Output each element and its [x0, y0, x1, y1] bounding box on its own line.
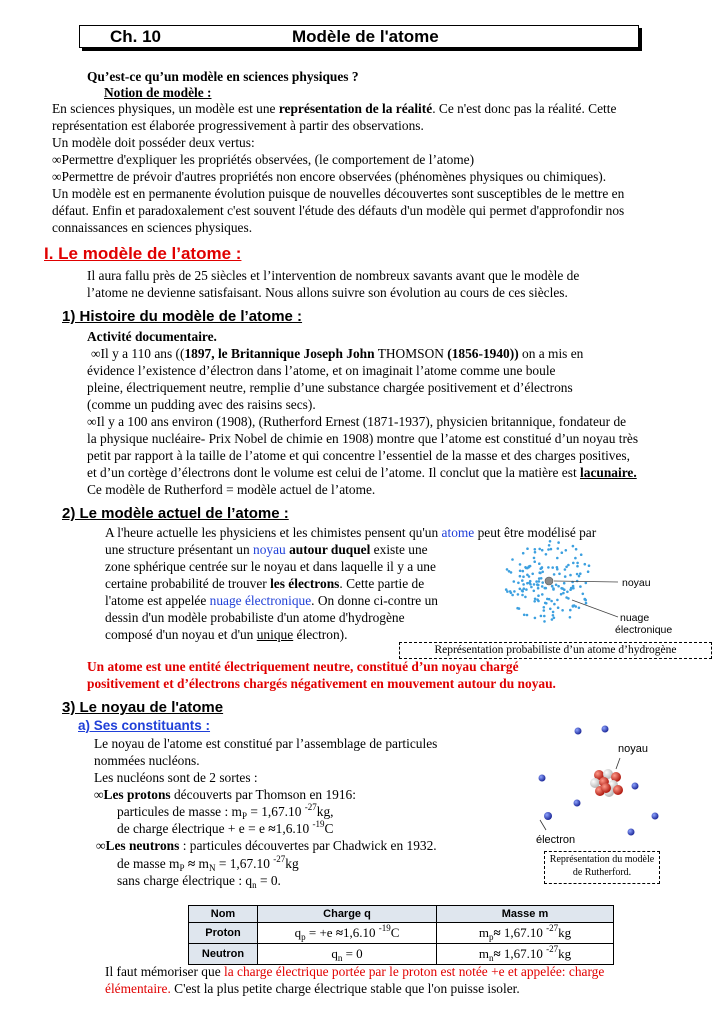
cell-charge: $q_n = 0$ — [258, 944, 437, 965]
cloud-dot — [560, 587, 563, 590]
cloud-dot — [561, 609, 564, 612]
cloud-dot — [517, 582, 520, 585]
cloud-dot — [563, 582, 566, 585]
cloud-dot — [576, 565, 579, 568]
cloud-dot — [522, 575, 525, 578]
cloud-dot — [505, 588, 508, 591]
current-model-line-7: composé d'un noyau et d'un unique électron). — [105, 627, 348, 642]
hydrogen-caption: Représentation probabiliste d’un atome d’hydrogène — [399, 642, 712, 659]
cloud-dot — [556, 557, 559, 560]
cloud-dot — [533, 557, 536, 560]
nucleus-cluster — [590, 769, 623, 797]
cloud-dot — [544, 587, 547, 590]
thomson-line-2: évidence l’existence d’électron dans l’atome, et on imaginait l’atome comme une boule — [87, 363, 556, 378]
table-header-row — [189, 906, 614, 923]
cloud-dot — [526, 614, 529, 617]
cloud-dot — [561, 551, 564, 554]
cloud-dot — [535, 580, 538, 583]
cloud-dot — [533, 583, 536, 586]
section-1-line-2: l’atome ne devienne satisfaisant. Nous allons suivre son évolution au cours de ces siècles. — [87, 285, 568, 300]
cloud-dot — [552, 611, 555, 614]
cloud-dot — [525, 588, 528, 591]
cloud-dot — [547, 548, 550, 551]
cloud-dot — [538, 580, 541, 583]
cloud-dot — [572, 605, 575, 608]
current-model-line-2: une structure présentant un noyau autour duquel existe une — [105, 542, 428, 557]
cloud-dot — [579, 572, 582, 575]
cloud-dot — [523, 587, 526, 590]
subsection-3-title: 3) Le noyau de l'atome — [62, 699, 224, 716]
intro-line-3: Un modèle doit posséder deux vertus: — [52, 135, 255, 150]
cloud-dot — [506, 568, 509, 571]
rutherford-label-electron: électron — [536, 834, 576, 846]
cloud-dot — [550, 548, 553, 551]
cloud-dot — [511, 558, 514, 561]
cloud-dot — [521, 590, 524, 593]
cloud-dot — [544, 602, 547, 605]
current-model-line-6: dessin d'un modèle probabiliste d'un atome d'hydrogène — [105, 610, 405, 625]
cloud-dot — [552, 587, 555, 590]
atom-definition-line-2: positivement et d’électrons chargés négativement en mouvement autour du noyau. — [87, 676, 556, 691]
cloud-dot — [551, 585, 554, 588]
table-row — [189, 923, 614, 944]
col-header-mass: Masse m — [437, 906, 614, 923]
cloud-dot — [566, 591, 569, 594]
virtue-1: ∞Permettre d'expliquer les propriétés observées, (le comportement de l’atome) — [52, 152, 475, 167]
cloud-dot — [513, 590, 516, 593]
cloud-dot — [548, 544, 551, 547]
cloud-dot — [541, 593, 544, 596]
cloud-dot — [564, 575, 567, 578]
thomson-line-1: ∞Il y a 110 ans ((1897, le Britannique Joseph John THOMSON (1856-1940)) on a mis en — [91, 346, 584, 361]
cloud-dot — [541, 549, 544, 552]
cloud-dot — [537, 584, 540, 587]
cloud-dot — [534, 551, 537, 554]
particles-table — [188, 905, 614, 965]
rutherford-label-noyau: noyau — [618, 743, 648, 755]
cloud-dot — [585, 602, 588, 605]
cloud-dot — [555, 584, 558, 587]
rutherford-line-4: et d’un cortège d’électrons dont le volume est celui de l’atome. Il conclut que la matière est lacunaire. — [87, 465, 637, 480]
cloud-dot — [572, 585, 575, 588]
rutherford-line-5: Ce modèle de Rutherford = modèle actuel de l’atome. — [87, 482, 376, 497]
cloud-dot — [572, 562, 575, 565]
cloud-dot — [538, 548, 541, 551]
cloud-dot — [562, 592, 565, 595]
cloud-dot — [565, 596, 568, 599]
cloud-dot — [548, 598, 551, 601]
cloud-dot — [540, 615, 543, 618]
cloud-dot — [579, 585, 582, 588]
rutherford-line-2: la physique nucléaire- Prix Nobel de chimie en 1908) montre que l’atome est constitué d’un noyau très — [87, 431, 639, 446]
cloud-dot — [543, 606, 546, 609]
cloud-dot — [526, 582, 529, 585]
cloud-dot — [519, 575, 522, 578]
cloud-dot — [565, 566, 568, 569]
cloud-dot — [537, 587, 540, 590]
cloud-dot — [510, 592, 513, 595]
intro-question: Qu’est-ce qu’un modèle en sciences physiques ? — [87, 69, 359, 84]
row-name: Proton — [189, 923, 258, 944]
cloud-dot — [533, 600, 536, 603]
intro-line-5: défaut. Enfin et paradoxalement c'est souvent l'étude des défauts d'un modèle qui permet d'approfondir nos — [52, 203, 625, 218]
nucleus-line-2: nommées nucléons. — [94, 753, 200, 768]
chapter-title: Modèle de l'atome — [292, 27, 439, 46]
cloud-dot — [533, 560, 536, 563]
cloud-dot — [580, 553, 583, 556]
cloud-dot — [543, 620, 546, 623]
cloud-dot — [533, 590, 536, 593]
cloud-dot — [517, 593, 520, 596]
cloud-dot — [553, 603, 556, 606]
cloud-dot — [518, 607, 521, 610]
notion-heading: Notion de modèle : — [104, 85, 212, 100]
cloud-dot — [524, 566, 527, 569]
cloud-dot — [578, 575, 581, 578]
cloud-dot — [584, 598, 587, 601]
nucleus-line-3: Les nucléons sont de 2 sortes : — [94, 770, 258, 785]
cloud-dot — [523, 614, 526, 617]
current-model-line-4: certaine probabilité de trouver les électrons. Cette partie de — [105, 576, 425, 591]
cloud-dot — [521, 579, 524, 582]
intro-line-1: En sciences physiques, un modèle est une représentation de la réalité. Ce n'est donc pas la réalité. Cette — [52, 101, 617, 116]
fig-label-noyau: noyau — [622, 577, 651, 589]
cloud-dot — [538, 571, 541, 574]
rutherford-line-1: ∞Il y a 100 ans environ (1908), (Rutherford Ernest (1871-1937), physicien britannique, fondateur de — [87, 414, 627, 429]
cell-mass: $m_n\approx 1,67.10$ $^{-27}$kg — [437, 944, 614, 965]
cloud-dot — [534, 548, 537, 551]
col-header-charge: Charge q — [258, 906, 437, 923]
footer-line-2: élémentaire. C'est la plus petite charge électrique stable que l'on puisse isoler. — [105, 981, 520, 996]
cloud-dot — [557, 541, 560, 544]
fig-label-nuage: nuage — [620, 612, 650, 624]
current-model-line-5: l'atome est appelée nuage électronique. On donne ci-contre un — [105, 593, 438, 608]
cloud-dot — [578, 607, 581, 610]
intro-line-6: connaissances en sciences physiques. — [52, 220, 253, 235]
cloud-dot — [556, 599, 559, 602]
cloud-dot — [522, 570, 525, 573]
atom-definition-line-1: Un atome est une entité électriquement neutre, constitué d’un noyau chargé — [87, 659, 519, 674]
cloud-dot — [549, 540, 552, 543]
constituents-title: a) Ses constituants : — [78, 718, 211, 733]
cloud-dot — [563, 588, 566, 591]
nucleus-line-1: Le noyau de l'atome est constitué par l’assemblage de particules — [94, 736, 438, 751]
cloud-dot — [541, 571, 544, 574]
cloud-dot — [582, 593, 585, 596]
neutron-mass-line: de masse $m_P \approx m_N = 1,67.10$ $^{-27}$kg — [117, 854, 299, 873]
nucleus-pointer — [554, 581, 618, 582]
cloud-dot — [549, 608, 552, 611]
current-model-line-3: zone sphérique centrée sur le noyau et dans laquelle il y a une — [105, 559, 436, 574]
cloud-dot — [547, 566, 550, 569]
proton-charge-line: de charge électrique + e = e ≈1,6.10 $^{-19}$C — [117, 819, 334, 836]
current-model-line-1: A l'heure actuelle les physiciens et les chimistes pensent qu'un atome peut être modélisé par — [105, 525, 597, 540]
cloud-dot — [569, 609, 572, 612]
cloud-dot — [588, 564, 591, 567]
cloud-dot — [553, 617, 556, 620]
cloud-dot — [543, 615, 546, 618]
cloud-dot — [524, 596, 527, 599]
cloud-dot — [537, 594, 540, 597]
table-row — [189, 944, 614, 965]
thomson-line-4: (comme un pudding avec des raisins secs). — [87, 397, 316, 412]
section-1-title: I. Le modèle de l’atome : — [44, 244, 242, 263]
cloud-dot — [534, 598, 537, 601]
cloud-dot — [565, 549, 568, 552]
protons-line: ∞Les protons découverts par Thomson en 1916: — [94, 787, 356, 802]
cloud-dot — [508, 570, 511, 573]
cloud-dot — [557, 547, 560, 550]
cloud-dot — [522, 552, 525, 555]
cloud-dot — [574, 557, 577, 560]
cloud-dot — [541, 581, 544, 584]
cloud-dot — [522, 583, 525, 586]
cloud-dot — [569, 616, 572, 619]
neutron-charge-line: sans charge électrique : $q_n = 0$. — [117, 873, 281, 890]
cloud-dot — [528, 582, 531, 585]
rutherford-caption: Représentation du modèle de Rutherford. — [544, 851, 660, 884]
cloud-dot — [560, 593, 563, 596]
chapter-header — [79, 25, 639, 48]
cloud-dot — [569, 574, 572, 577]
cloud-dot — [541, 566, 544, 569]
cloud-dot — [531, 573, 534, 576]
nucleus-dot — [545, 577, 553, 585]
activity-label: Activité documentaire. — [87, 329, 217, 344]
cloud-dot — [543, 609, 546, 612]
cell-charge: $q_p = +e \approx 1,6.10$ $^{-19}$C — [258, 923, 437, 944]
neutrons-line: ∞Les neutrons : particules découvertes par Chadwick en 1932. — [96, 838, 437, 853]
cloud-dot — [551, 618, 554, 621]
cloud-dot — [526, 547, 529, 550]
intro-line-4: Un modèle est en permanente évolution puisque de nouvelles découvertes sont susceptibles de le mettre en — [52, 186, 625, 201]
cloud-dot — [536, 598, 539, 601]
cloud-dot — [558, 573, 561, 576]
cloud-dot — [519, 563, 522, 566]
cloud-dot — [519, 588, 522, 591]
rutherford-model-figure — [528, 722, 668, 848]
col-header-name: Nom — [189, 906, 258, 923]
cloud-dot — [572, 545, 575, 548]
cloud-dot — [556, 566, 559, 569]
rutherford-line-3: petit par rapport à la taille de l’atome et qui concentre l’essentiel de la masse et des charges positives, — [87, 448, 630, 463]
subsection-1-title: 1) Histoire du modèle de l’atome : — [62, 308, 303, 325]
cloud-dot — [587, 570, 590, 573]
cloud-dot — [538, 562, 541, 565]
hydrogen-cloud-figure — [500, 540, 690, 640]
cloud-dot — [585, 582, 588, 585]
cloud-dot — [530, 586, 533, 589]
cell-mass: $m_p\approx 1,67.10$ $^{-27}$kg — [437, 923, 614, 944]
cloud-dot — [538, 577, 541, 580]
footer-line-1: Il faut mémoriser que la charge électrique portée par le proton est notée +e et appelée: charge — [105, 964, 605, 979]
proton-mass-line: particules de masse : $m_P = 1,67.10$ $^{-27}$kg, — [117, 802, 334, 821]
cloud-dot — [534, 617, 537, 620]
cloud-dot — [557, 606, 560, 609]
cloud-dot — [551, 566, 554, 569]
cloud-dot — [552, 614, 555, 617]
cloud-dot — [519, 570, 522, 573]
cloud-dot — [576, 562, 579, 565]
chapter-number: Ch. 10 — [110, 27, 162, 46]
section-1-line-1: Il aura fallu près de 25 siècles et l’intervention de nombreux savants avant que le modèle de — [87, 268, 580, 283]
cloud-dot — [553, 573, 556, 576]
cloud-dot — [575, 548, 578, 551]
thomson-line-3: pleine, électriquement neutre, remplie d’une substance chargée positivement et d’électrons — [87, 380, 573, 395]
cloud-dot — [550, 600, 553, 603]
intro-line-2: représentation est élaborée progressivement à partir des observations. — [52, 118, 424, 133]
fig-label-electronique: électronique — [615, 624, 673, 636]
virtue-2: ∞Permettre de prévoir d'autres propriétés non encore observées (phénomènes physiques ou chimiques). — [52, 169, 607, 184]
cloud-dot — [529, 565, 532, 568]
cloud-dot — [541, 585, 544, 588]
cloud-dot — [564, 568, 567, 571]
cloud-dot — [521, 594, 524, 597]
cloud-dot — [513, 580, 516, 583]
cloud-dot — [584, 563, 587, 566]
row-name: Neutron — [189, 944, 258, 965]
cloud-dot — [545, 553, 548, 556]
cloud-dot — [557, 585, 560, 588]
cloud-dot — [511, 594, 514, 597]
cloud-dot — [570, 587, 573, 590]
cloud-dot — [528, 575, 531, 578]
subsection-2-title: 2) Le modèle actuel de l’atome : — [62, 505, 289, 522]
cloud-dot — [576, 573, 579, 576]
